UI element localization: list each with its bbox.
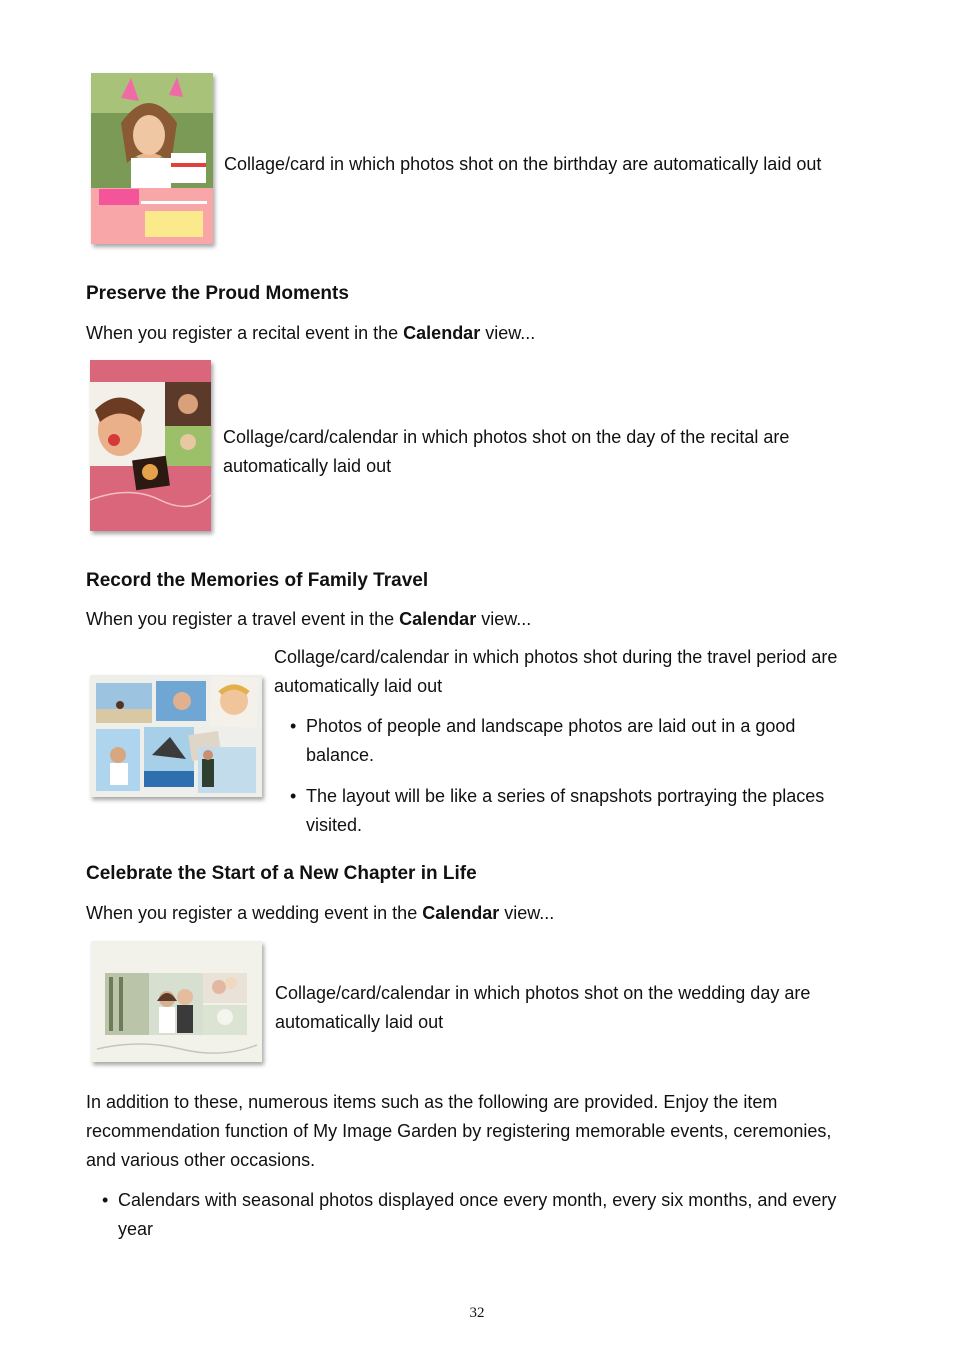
birthday-collage-image [91,73,213,244]
recital-collage-image [90,360,211,531]
travel-collage-image [90,675,262,797]
closing-bullet-item: • Calendars with seasonal photos displayed once every month, every six months, and every year [86,1186,846,1244]
travel-intro: When you register a travel event in the Calendar view... [86,609,532,629]
travel-caption: Collage/card/calendar in which photos shot during the travel period are automatically laid out [274,647,838,696]
travel-bullet-list [274,712,864,840]
recital-collage-thumbnail [90,360,211,531]
recital-intro: When you register a recital event in the Calendar view... [86,323,536,343]
page-number: 32 [469,1305,485,1321]
travel-bullet-item: • The layout will be like a series of snapshots portraying the places visited. [274,782,864,840]
wedding-collage-image [91,941,262,1062]
travel-heading: Record the Memories of Family Travel [86,570,429,591]
closing-bullet-list [86,1186,846,1244]
birthday-collage-thumbnail [91,73,213,244]
wedding-caption: Collage/card/calendar in which photos shot on the wedding day are automatically laid out [275,983,811,1032]
closing-paragraph: In addition to these, numerous items such as the following are provided. Enjoy the item recommendation function of My Image Garden by registering memorable events, ceremonies, and various other occasions. [86,1092,832,1170]
wedding-intro: When you register a wedding event in the Calendar view... [86,903,555,923]
recital-heading: Preserve the Proud Moments [86,283,349,304]
travel-bullet-item: • Photos of people and landscape photos are laid out in a good balance. [274,712,864,770]
travel-collage-thumbnail [90,675,262,797]
wedding-heading: Celebrate the Start of a New Chapter in Life [86,863,477,884]
birthday-caption: Collage/card in which photos shot on the birthday are automatically laid out [224,154,822,174]
wedding-collage-thumbnail [91,941,262,1062]
recital-caption: Collage/card/calendar in which photos shot on the day of the recital are automatically laid out [223,427,790,476]
